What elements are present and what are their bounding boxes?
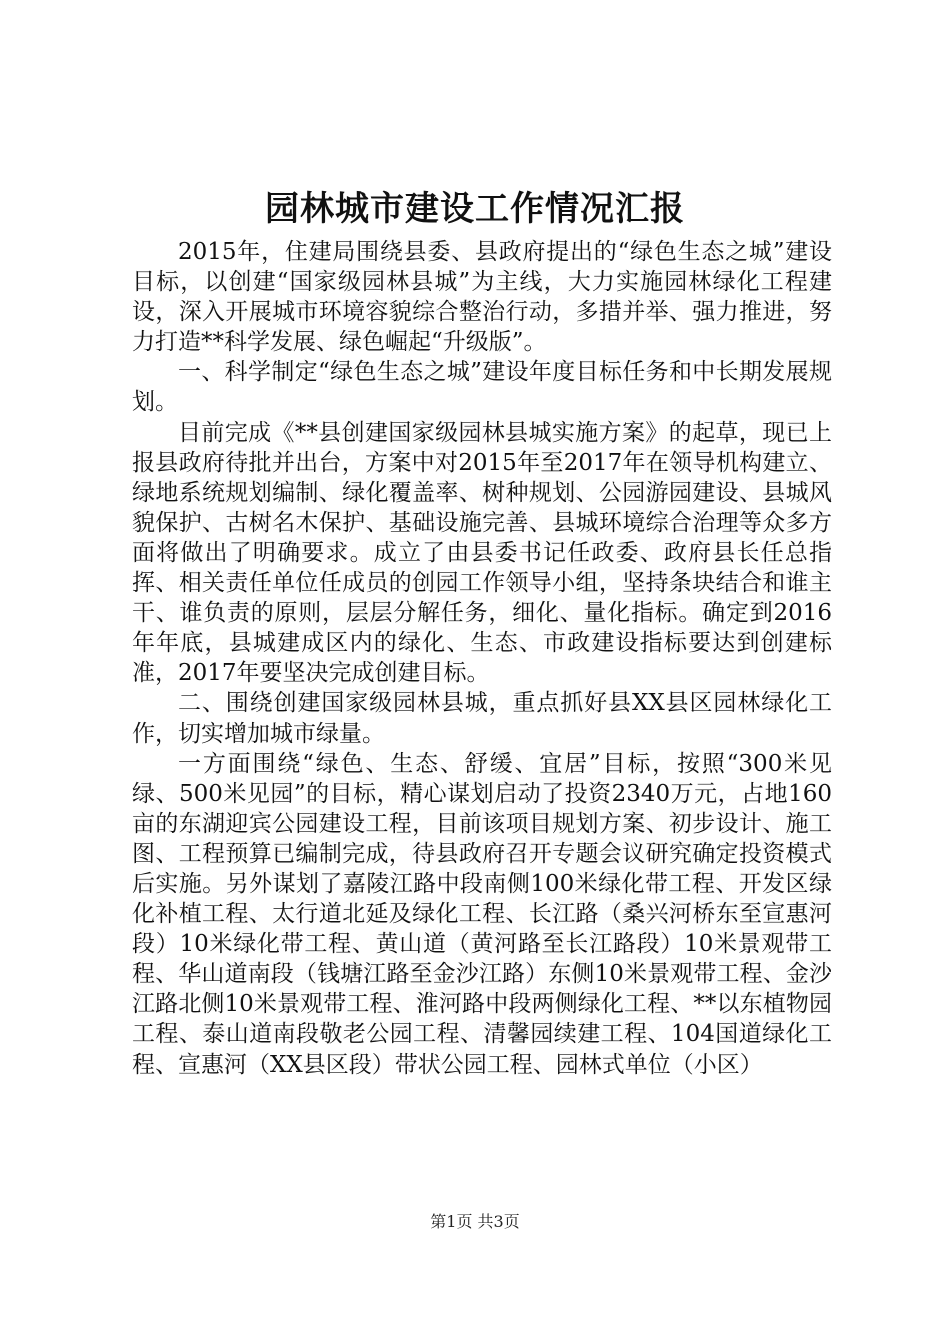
- paragraph: 目前完成《**县创建国家级园林县城实施方案》的起草，现已上报县政府待批并出台，方案中对2015年至2017年在领导机构建立、绿地系统规划编制、绿化覆盖率、树种规划、公园游园建设、县城风貌保护、古树名木保护、基础设施完善、县城环境综合治理等众多方面将做出了明确要求。成立了由县委书记任政委、政府县长任总指挥、相关责任单位任成员的创园工作领导小组，坚持条块结合和谁主干、谁负责的原则，层层分解任务，细化、量化指标。确定到2016年年底，县城建成区内的绿化、生态、市政建设指标要达到创建标准，2017年要坚决完成创建目标。: [132, 419, 832, 687]
- paragraph: 2015年，住建局围绕县委、县政府提出的“绿色生态之城”建设目标，以创建“国家级园林县城”为主线，大力实施园林绿化工程建设，深入开展城市环境容貌综合整治行动，多措并举、强力推进，努力打造**科学发展、绿色崛起“升级版”。: [132, 239, 832, 356]
- paragraph: 一方面围绕“绿色、生态、舒缓、宜居”目标，按照“300米见绿、500米见园”的目标，精心谋划启动了投资2340万元，占地160亩的东湖迎宾公园建设工程，目前该项目规划方案、初步设计、施工图、工程预算已编制完成，待县政府召开专题会议研究确定投资模式后实施。另外谋划了嘉陵江路中段南侧100米绿化带工程、开发区绿化补植工程、太行道北延及绿化工程、长江路（桑兴河桥东至宣惠河段）10米绿化带工程、黄山道（黄河路至长江路段）10米景观带工程、华山道南段（钱塘江路至金沙江路）东侧10米景观带工程、金沙江路北侧10米景观带工程、淮河路中段两侧绿化工程、**以东植物园工程、泰山道南段敬老公园工程、清馨园续建工程、104国道绿化工程、宣惠河（XX县区段）带状公园工程、园林式单位（小区）: [132, 750, 832, 1078]
- paragraph: 二、围绕创建国家级园林县城，重点抓好县XX县区园林绿化工作，切实增加城市绿量。: [132, 690, 832, 747]
- paragraph: 一、科学制定“绿色生态之城”建设年度目标任务和中长期发展规划。: [132, 359, 832, 416]
- document-body: [132, 237, 832, 1080]
- document-title: 园林城市建设工作情况汇报: [265, 189, 685, 229]
- page-footer: 第1页 共3页: [430, 1212, 520, 1231]
